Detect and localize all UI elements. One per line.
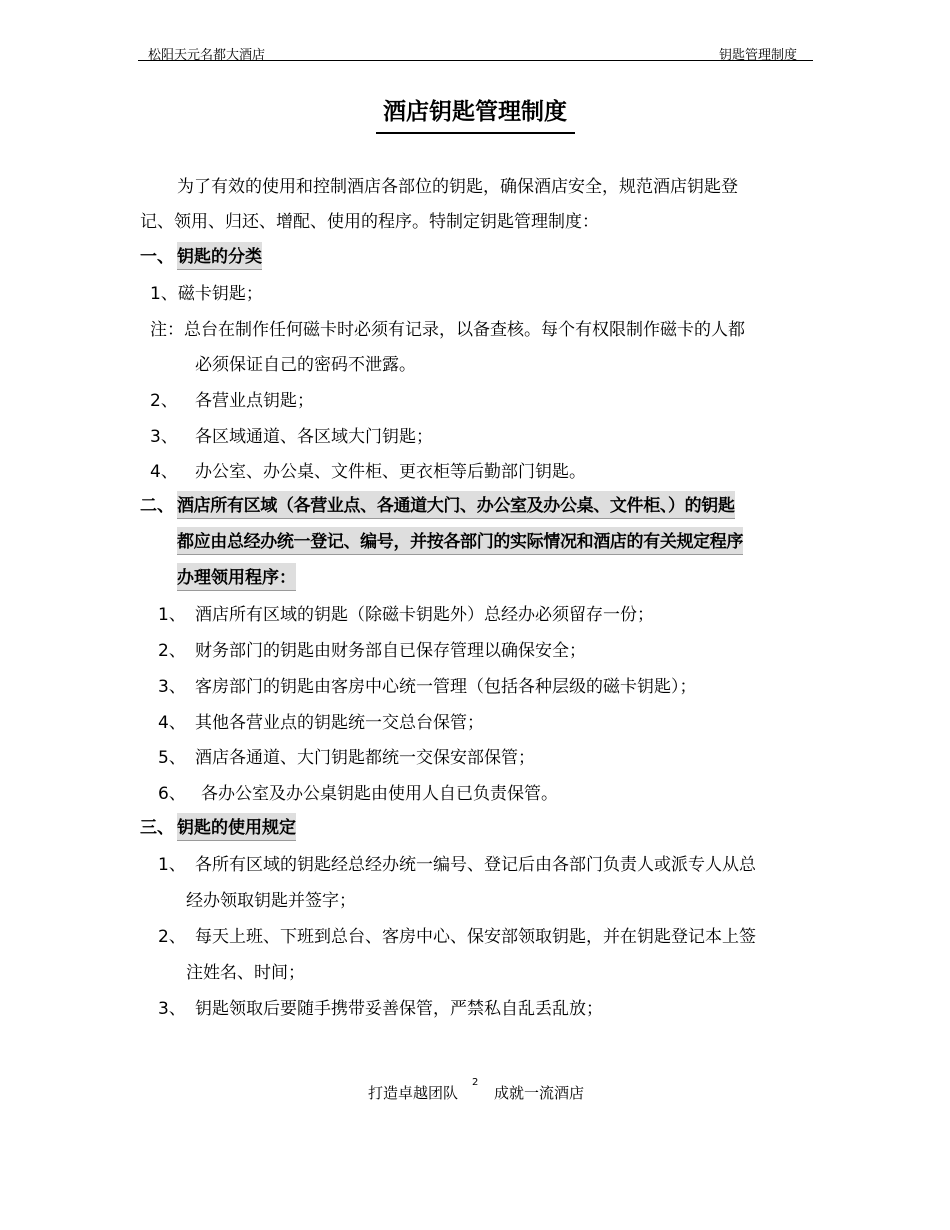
page-number: 2 bbox=[472, 1077, 479, 1088]
section-3-item-2-line-2: 注姓名、时间； bbox=[186, 963, 305, 983]
section-1-item-3-number: 3、 bbox=[150, 427, 178, 447]
document-title: 酒店钥匙管理制度 bbox=[383, 99, 567, 125]
footer-slogan-right: 成就一流酒店 bbox=[494, 1084, 585, 1102]
section-2-item-1-number: 1、 bbox=[158, 605, 186, 625]
section-2-item-6-number: 6、 bbox=[158, 784, 186, 804]
section-2-item-3: 客房部门的钥匙由客房中心统一管理（包括各种层级的磁卡钥匙）； bbox=[195, 677, 697, 697]
section-1-note-line-1: 注：总台在制作任何磁卡时必须有记录，以备查核。每个有权限制作磁卡的人都 bbox=[150, 320, 745, 340]
section-1-number: 一、 bbox=[140, 247, 174, 267]
section-3-item-1-line-1: 各所有区域的钥匙经总经办统一编号、登记后由各部门负责人或派专人从总 bbox=[195, 855, 756, 875]
section-3-number: 三、 bbox=[140, 818, 174, 838]
section-3-item-3-line-1: 钥匙领取后要随手携带妥善保管，严禁私自乱丢乱放； bbox=[195, 999, 603, 1019]
header-divider bbox=[138, 60, 813, 61]
title-underline bbox=[376, 132, 575, 134]
section-1-item-4-number: 4、 bbox=[150, 462, 178, 482]
intro-line-2: 记、领用、归还、增配、使用的程序。特制定钥匙管理制度： bbox=[140, 212, 599, 232]
section-1-item-2-number: 2、 bbox=[150, 391, 178, 411]
section-3-item-1-line-2: 经办领取钥匙并签字； bbox=[186, 891, 356, 911]
section-2-item-2: 财务部门的钥匙由财务部自已保存管理以确保安全； bbox=[195, 641, 586, 661]
header-doc-title: 钥匙管理制度 bbox=[719, 48, 798, 63]
section-2-heading-line-1: 酒店所有区域（各营业点、各通道大门、办公室及办公桌、文件柜、）的钥匙 bbox=[177, 491, 735, 519]
section-2-item-6: 各办公室及办公桌钥匙由使用人自已负责保管。 bbox=[201, 784, 558, 804]
section-1-note-line-2: 必须保证自己的密码不泄露。 bbox=[195, 355, 416, 375]
section-2-item-4-number: 4、 bbox=[158, 713, 186, 733]
intro-line-1: 为了有效的使用和控制酒店各部位的钥匙，确保酒店安全，规范酒店钥匙登 bbox=[177, 177, 738, 197]
section-1-item-3: 各区域通道、各区域大门钥匙； bbox=[195, 427, 433, 447]
section-2-item-3-number: 3、 bbox=[158, 677, 186, 697]
section-3-item-3-number: 3、 bbox=[158, 999, 186, 1019]
section-3-item-2-number: 2、 bbox=[158, 927, 186, 947]
section-1-item-2: 各营业点钥匙； bbox=[195, 391, 314, 411]
section-1-item-4: 办公室、办公桌、文件柜、更衣柜等后勤部门钥匙。 bbox=[195, 462, 586, 482]
section-2-heading-line-2: 都应由总经办统一登记、编号，并按各部门的实际情况和酒店的有关规定程序 bbox=[177, 527, 743, 555]
section-1-heading: 钥匙的分类 bbox=[177, 242, 262, 270]
section-2-item-5: 酒店各通道、大门钥匙都统一交保安部保管； bbox=[195, 748, 535, 768]
footer-slogan-left: 打造卓越团队 bbox=[368, 1084, 459, 1102]
section-2-item-1: 酒店所有区域的钥匙（除磁卡钥匙外）总经办必须留存一份； bbox=[195, 605, 654, 625]
section-3-item-2-line-1: 每天上班、下班到总台、客房中心、保安部领取钥匙，并在钥匙登记本上签 bbox=[195, 927, 756, 947]
section-2-number: 二、 bbox=[140, 496, 174, 516]
section-2-item-2-number: 2、 bbox=[158, 641, 186, 661]
section-1-item-1: 1、磁卡钥匙； bbox=[150, 284, 263, 304]
header-hotel-name: 松阳天元名都大酒店 bbox=[148, 48, 266, 63]
section-2-item-4: 其他各营业点的钥匙统一交总台保管； bbox=[195, 713, 484, 733]
section-3-heading: 钥匙的使用规定 bbox=[177, 813, 296, 841]
section-2-heading-line-3: 办理领用程序： bbox=[177, 563, 296, 591]
section-3-item-1-number: 1、 bbox=[158, 855, 186, 875]
section-2-item-5-number: 5、 bbox=[158, 748, 186, 768]
